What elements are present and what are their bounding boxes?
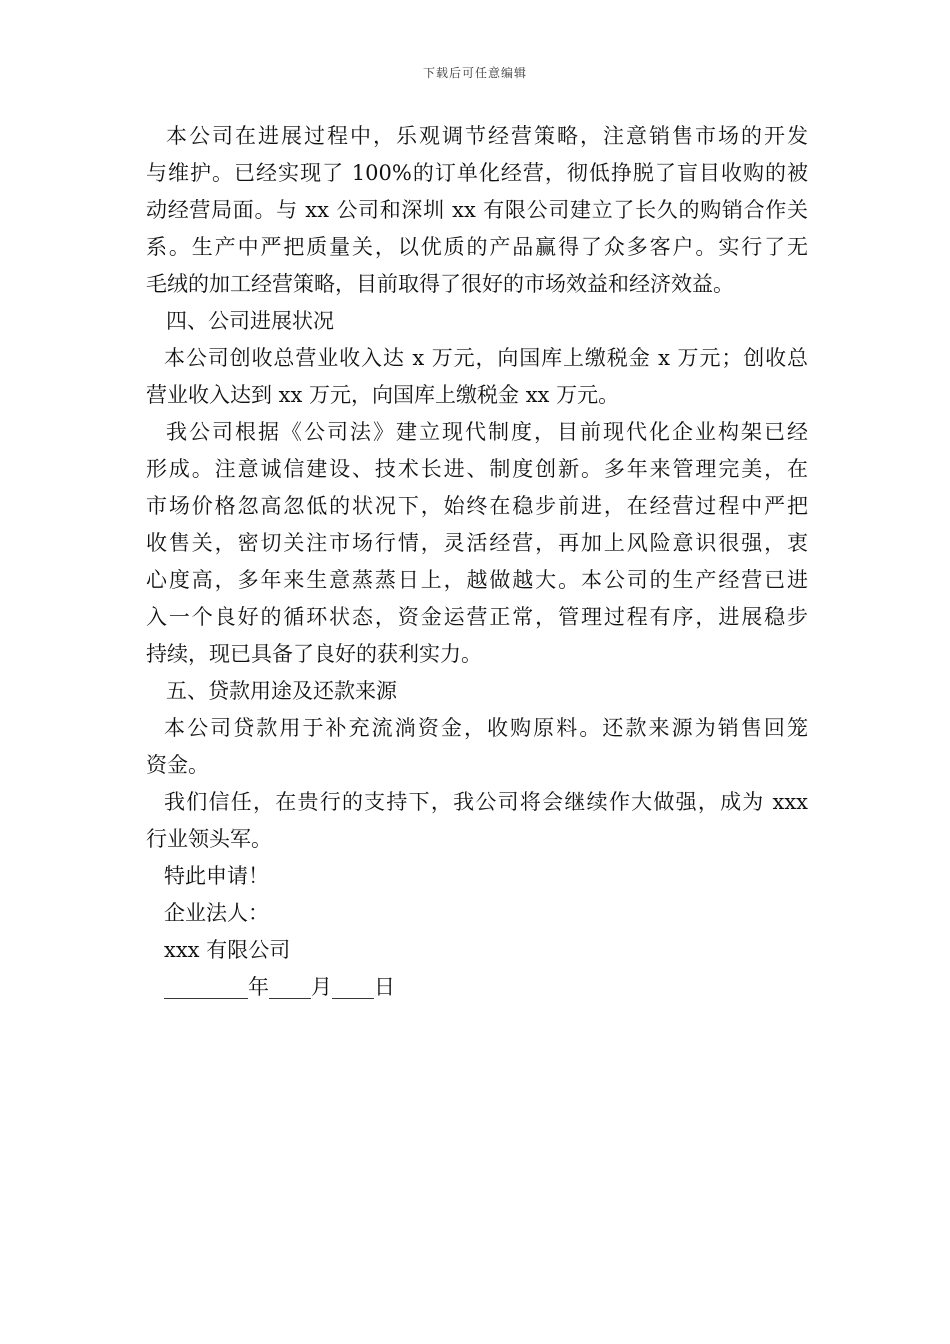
section-heading-loan-use: 五、贷款用途及还款来源: [166, 679, 397, 703]
text-line: 动经营局面。与 xx 公司和深圳 xx 有限公司建立了长久的购销合作关: [146, 198, 808, 222]
text-line: 行业领头军。: [146, 827, 272, 851]
page-header: 下载后可任意编辑: [422, 66, 527, 80]
text-line: 本公司创收总营业收入达 x 万元，向国库上缴税金 x 万元；创收总: [164, 346, 808, 370]
document-body: [146, 118, 808, 1006]
text-line: 毛绒的加工经营策略，目前取得了很好的市场效益和经济效益。: [146, 272, 734, 296]
text-line: 本公司在进展过程中，乐观调节经营策略，注意销售市场的开发: [166, 124, 808, 148]
text-line: 营业收入达到 xx 万元，向国库上缴税金 xx 万元。: [146, 383, 620, 407]
paragraph-operations: [146, 118, 808, 303]
text-line: 本公司贷款用于补充流淌资金，收购原料。还款来源为销售回笼: [164, 716, 808, 740]
text-line: 我公司根据《公司法》建立现代制度，目前现代化企业构架已经: [166, 420, 808, 444]
section-heading-progress: 四、公司进展状况: [166, 309, 334, 333]
legal-person-label: 企业法人：: [164, 901, 269, 925]
text-line: 入一个良好的循环状态，资金运营正常，管理过程有序，进展稳步: [146, 605, 808, 629]
paragraph-modern-system: [146, 414, 808, 673]
text-line: 持续，现已具备了良好的获利实力。: [146, 642, 482, 666]
company-name: xxx 有限公司: [164, 938, 291, 962]
date-line: ________年____月____日: [164, 975, 395, 999]
text-line: 市场价格忽高忽低的状况下，始终在稳步前进，在经营过程中严把: [146, 494, 808, 518]
text-line: 与维护。已经实现了 100%的订单化经营，彻低挣脱了盲目收购的被: [146, 161, 808, 185]
closing-line: 特此申请！: [164, 864, 269, 888]
text-line: 我们信任，在贵行的支持下，我公司将会继续作大做强，成为 xxx: [164, 790, 808, 814]
text-line: 资金。: [146, 753, 209, 777]
text-line: 形成。注意诚信建设、技术长进、制度创新。多年来管理完美，在: [146, 457, 808, 481]
paragraph-trust: [146, 784, 808, 858]
signature-block: [146, 895, 808, 1006]
text-line: 收售关，密切关注市场行情，灵活经营，再加上风险意识很强，衷: [146, 531, 808, 555]
text-line: 心度高，多年来生意蒸蒸日上，越做越大。本公司的生产经营已进: [146, 568, 808, 592]
paragraph-revenue: [146, 340, 808, 414]
text-line: 系。生产中严把质量关，以优质的产品赢得了众多客户。实行了无: [146, 235, 808, 259]
paragraph-loan-use: [146, 710, 808, 784]
